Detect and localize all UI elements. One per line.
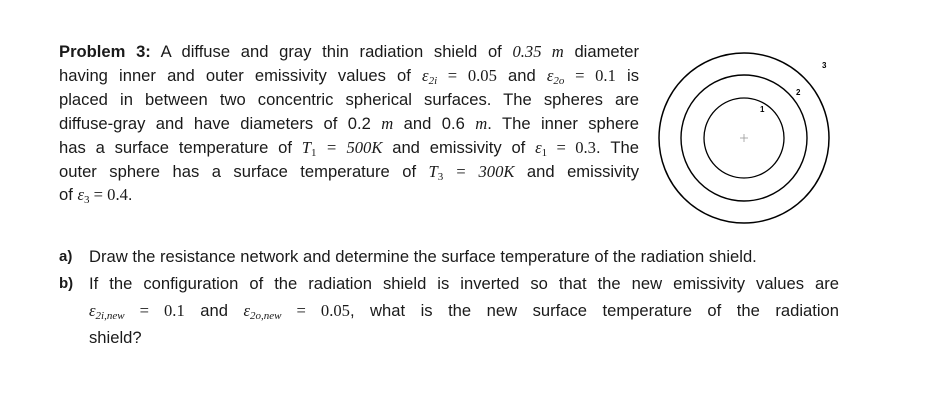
problem-line-4 bbox=[59, 112, 639, 136]
problem-text: . The inner sphere bbox=[487, 113, 639, 133]
part-b-intro: If the configuration of the radiation shield is inverted so that the new emissivity values are bbox=[89, 274, 839, 293]
temperature-t3: $T_3 = 300K$ bbox=[428, 161, 515, 183]
problem-text: of bbox=[59, 185, 78, 205]
problem-text: and emissivity of bbox=[382, 137, 536, 157]
center-mark bbox=[740, 134, 748, 142]
epsilon-2i-new: $\varepsilon_{2i,new}$ bbox=[89, 301, 125, 322]
label-outer: 3 bbox=[822, 61, 827, 70]
problem-line-7 bbox=[59, 183, 639, 207]
part-b-line-2 bbox=[89, 297, 839, 324]
problem-text: and bbox=[496, 65, 547, 85]
part-a-text: Draw the resistance network and determine the surface temperature of the radiation shield. bbox=[89, 247, 757, 266]
problem-line-3 bbox=[59, 88, 639, 112]
problem-statement bbox=[59, 40, 639, 207]
problem-text: diameter bbox=[563, 42, 640, 61]
problem-text: outer sphere has a surface temperature of bbox=[59, 161, 429, 181]
epsilon-2o: $\varepsilon_{2o}$ bbox=[546, 65, 565, 87]
problem-text: A diffuse and gray thin radiation shield of bbox=[160, 42, 513, 61]
problem-text: placed in between two concentric spherical surfaces. The spheres are bbox=[59, 89, 639, 109]
problem-line-1 bbox=[59, 40, 639, 64]
problem-line-6 bbox=[59, 160, 639, 184]
part-b bbox=[59, 270, 839, 351]
problem-text: . bbox=[127, 185, 133, 205]
epsilon-2i-new-value: = 0.1 bbox=[124, 301, 185, 320]
problem-line-2 bbox=[59, 64, 639, 88]
question-parts bbox=[59, 243, 839, 351]
epsilon-2o-value: = 0.1 bbox=[564, 65, 616, 85]
part-a-label: a) bbox=[59, 248, 73, 265]
problem-text: having inner and outer emissivity values of bbox=[59, 65, 423, 85]
problem-line-5 bbox=[59, 136, 639, 160]
problem-text: . The bbox=[595, 137, 639, 157]
label-shield: 2 bbox=[796, 88, 801, 97]
part-b-text: , what is the new surface temperature of the radiation bbox=[349, 301, 839, 320]
problem-title: Problem 3: bbox=[59, 42, 151, 61]
epsilon-2i-value: = 0.05 bbox=[437, 65, 497, 85]
part-b-label: b) bbox=[59, 275, 74, 292]
epsilon-2o-new-value: = 0.05 bbox=[281, 301, 350, 320]
label-inner: 1 bbox=[760, 105, 765, 114]
unit-m: m bbox=[475, 113, 488, 133]
epsilon-3: $\varepsilon_3 = 0.4$ bbox=[77, 185, 128, 207]
problem-text: and emissivity bbox=[514, 161, 639, 181]
temperature-t1: $T_1 = 500K$ bbox=[301, 137, 383, 159]
part-b-end: shield? bbox=[89, 328, 142, 347]
epsilon-2o-new: $\varepsilon_{2o,new}$ bbox=[243, 301, 282, 322]
problem-text: is bbox=[615, 65, 639, 85]
problem-text: and 0.6 bbox=[393, 113, 476, 133]
part-a bbox=[59, 243, 839, 270]
concentric-spheres-diagram bbox=[640, 50, 840, 230]
problem-text: diffuse-gray and have diameters of 0.2 bbox=[59, 113, 382, 133]
epsilon-2i: $\varepsilon_{2i}$ bbox=[422, 65, 438, 87]
problem-text: has a surface temperature of bbox=[59, 137, 302, 157]
epsilon-1: $\varepsilon_1 = 0.3$ bbox=[535, 137, 596, 159]
part-b-text: and bbox=[184, 301, 244, 320]
shield-diameter: 0.35 m bbox=[512, 42, 564, 61]
unit-m: m bbox=[381, 113, 394, 133]
